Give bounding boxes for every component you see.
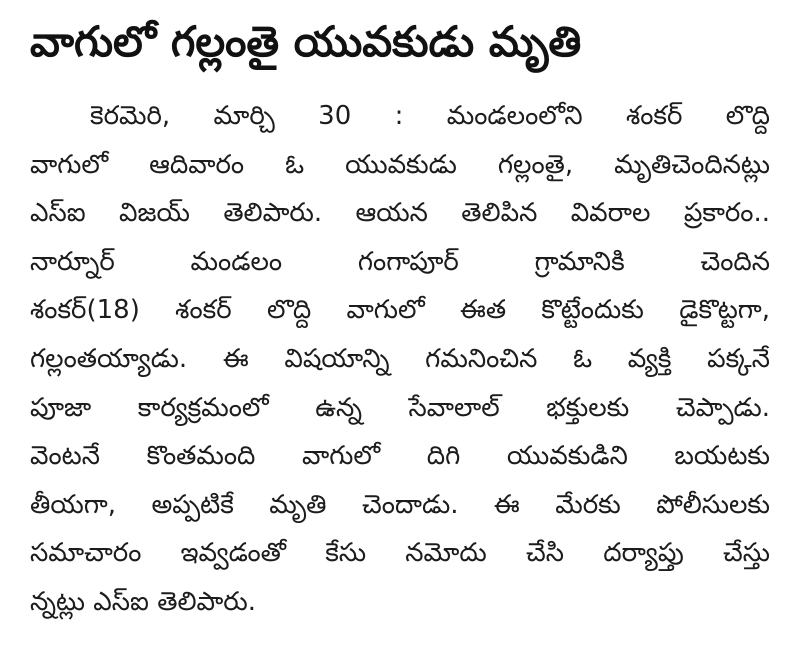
body-line: ఎస్ఐ విజయ్ తెలిపారు. ఆయన తెలిపిన వివరాల ప్రకారం.. [30,198,770,229]
body-line: వాగులో ఆదివారం ఓ యువకుడు గల్లంతై, మృతిచెందినట్లు [30,149,770,180]
headline: వాగులో గల్లంతై యువకుడు మృతి [30,17,582,66]
body-line: వెంటనే కొంతమంది వాగులో దిగి యువకుడిని బయటకు [30,441,770,472]
body-line: నార్నూర్ మండలం గంగాపూర్ గ్రామానికి చెందిన [30,246,770,277]
body-line: కెరమెరి, మార్చి 30 : మండలంలోని శంకర్ లొద్ది [90,101,770,131]
body-line: శంకర్(18) శంకర్ లొద్ది వాగులో ఈత కొట్టేందుకు డైకొట్టగా, [30,295,770,326]
article-body [30,92,770,627]
body-line: సమాచారం ఇవ్వడంతో కేసు నమోదు చేసి దర్యాప్తు చేస్తు [30,538,770,569]
body-line: గల్లంతయ్యాడు. ఈ విషయాన్ని గమనించిన ఓ వ్యక్తి పక్కనే [30,343,770,374]
body-line: పూజా కార్యక్రమంలో ఉన్న సేవాలాల్ భక్తులకు చెప్పాడు. [30,392,770,423]
body-line: తీయగా, అప్పటికే మృతి చెందాడు. ఈ మేరకు పోలీసులకు [30,489,770,520]
body-line: న్నట్లు ఎస్ఐ తెలిపారు. [30,586,256,617]
